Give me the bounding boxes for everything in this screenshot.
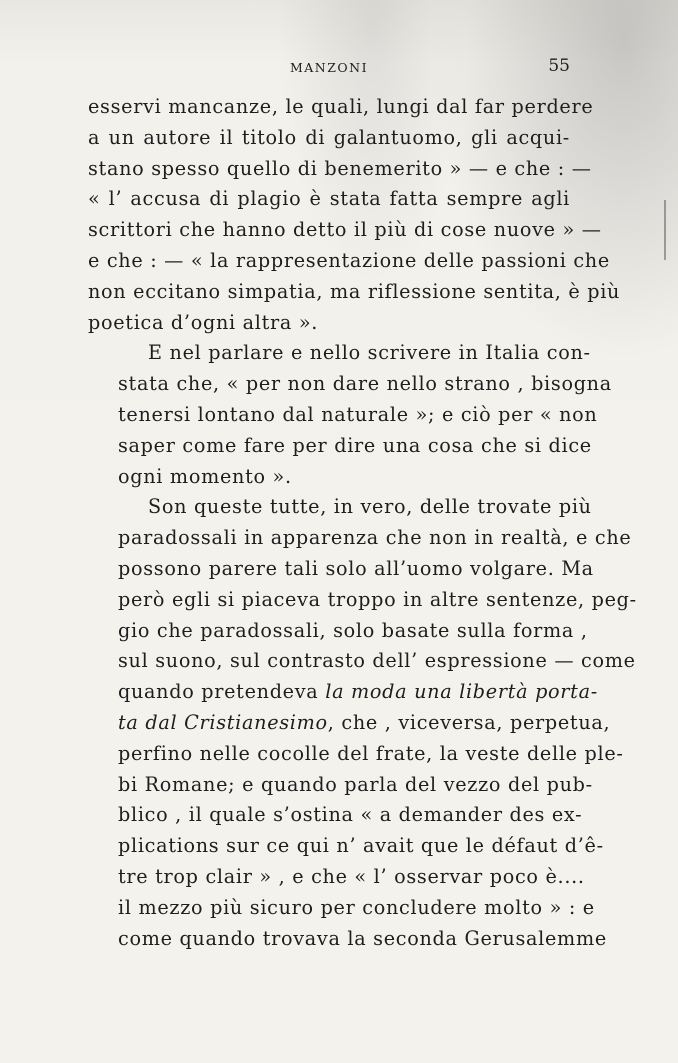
text-line: tre trop clair » , e che « l’ osservar poco è.... bbox=[118, 864, 585, 888]
text-line: e che : — « la rappresentazione delle passioni che bbox=[88, 248, 610, 272]
text-line: ogni momento ». bbox=[118, 464, 292, 488]
text-line: perfino nelle cocolle del frate, la veste delle ple- bbox=[118, 741, 624, 765]
text-line: bi Romane; e quando parla del vezzo del pub- bbox=[118, 772, 593, 796]
text-line: E nel parlare e nello scrivere in Italia con- bbox=[148, 341, 591, 365]
text-line: blico , il quale s’ostina « a demander des ex- bbox=[118, 803, 583, 827]
text-line: come quando trovava la seconda Gerusalemme bbox=[118, 926, 607, 950]
text-line: a un autore il titolo di galantuomo, gli acqui- bbox=[88, 125, 570, 149]
page-number: 55 bbox=[548, 56, 570, 76]
paragraph bbox=[88, 492, 637, 954]
text-line: ta dal Cristianesimo, che , viceversa, perpetua, bbox=[118, 710, 611, 734]
text-line: esservi mancanze, le quali, lungi dal far perdere bbox=[88, 95, 594, 118]
paragraph bbox=[88, 92, 621, 338]
text-line: non eccitano simpatia, ma riflessione sentita, è più bbox=[88, 279, 621, 303]
text-line: Son queste tutte, in vero, delle trovate più bbox=[148, 495, 592, 519]
text-line: quando pretendeva la moda una libertà porta- bbox=[118, 680, 598, 704]
running-head: MANZONI bbox=[289, 60, 369, 75]
text-line: « l’ accusa di plagio è stata fatta sempre agli bbox=[88, 187, 570, 211]
text-line: plications sur ce qui n’ avait que le défaut d’ê- bbox=[118, 834, 604, 858]
text-line: scrittori che hanno detto il più di cose nuove » — bbox=[88, 218, 602, 242]
text-line: stano spesso quello di benemerito » — e che : — bbox=[88, 156, 592, 180]
page-edge-shadow bbox=[664, 200, 666, 260]
text-line: poetica d’ogni altra ». bbox=[88, 310, 319, 334]
text-line: il mezzo più sicuro per concludere molto » : e bbox=[118, 895, 595, 919]
text-line: gio che paradossali, solo basate sulla forma , bbox=[118, 618, 588, 642]
body-text bbox=[88, 92, 637, 954]
text-line: saper come fare per dire una cosa che si dice bbox=[118, 433, 592, 457]
paragraph bbox=[88, 338, 612, 492]
text-line: però egli si piaceva troppo in altre sentenze, peg- bbox=[118, 587, 637, 611]
page-header bbox=[88, 56, 570, 80]
text-line: sul suono, sul contrasto dell’ espressione — come bbox=[118, 649, 636, 673]
text-line: paradossali in apparenza che non in realtà, e che bbox=[118, 526, 632, 550]
text-line: stata che, « per non dare nello strano , bisogna bbox=[118, 372, 612, 396]
text-line: possono parere tali solo all’uomo volgare. Ma bbox=[118, 556, 594, 580]
text-line: tenersi lontano dal naturale »; e ciò per « non bbox=[118, 402, 598, 426]
